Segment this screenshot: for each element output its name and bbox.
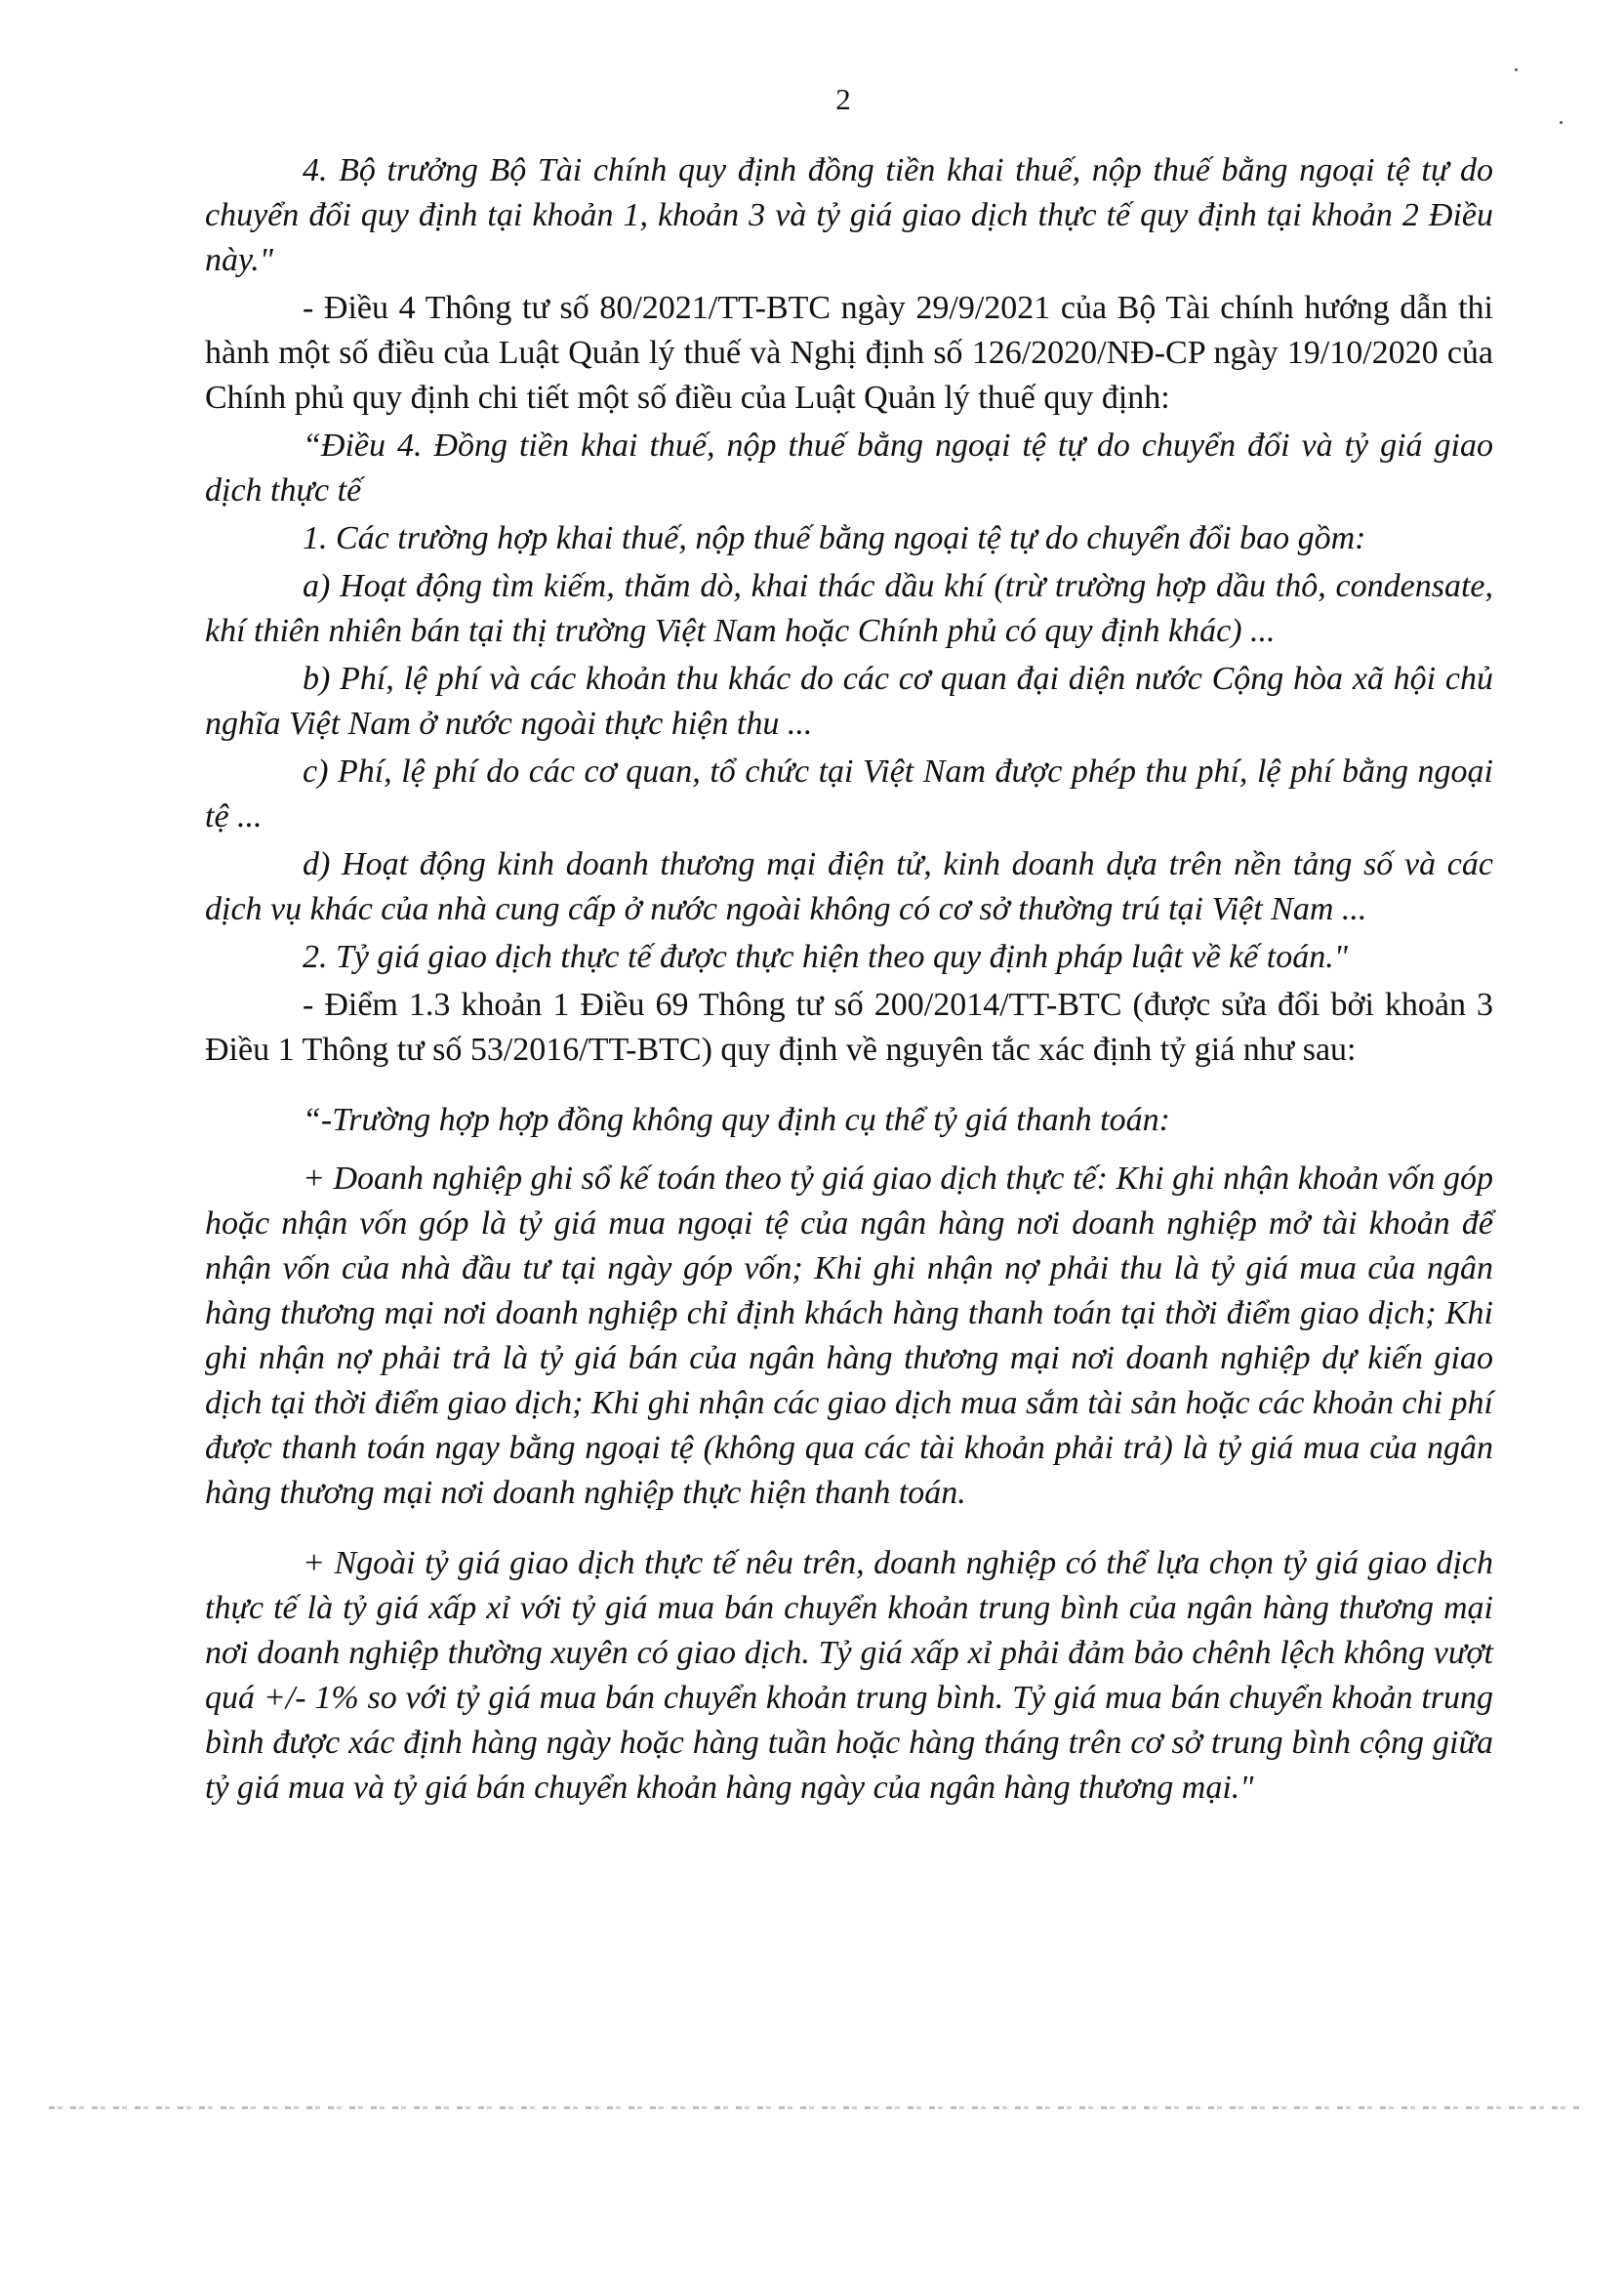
paragraph-circular-80-2021: - Điều 4 Thông tư số 80/2021/TT-BTC ngày 29/9/2021 của Bộ Tài chính hướng dẫn thi hành một số điều của Luật Quản lý thuế và Nghị định số 126/2020/NĐ-CP ngày 19/10/2020 của Chính phủ quy định chi tiết một số điều của Luật Quản lý thuế quy định: [205, 290, 1493, 416]
item-d: d) Hoạt động kinh doanh thương mại điện tử, kinh doanh dựa trên nền tảng số và các dịch vụ khác của nhà cung cấp ở nước ngoài không có cơ sở thường trú tại Việt Nam ... [205, 846, 1493, 927]
scan-artifact-line [49, 2106, 1581, 2109]
paragraph-circular-200-2014: - Điểm 1.3 khoản 1 Điều 69 Thông tư số 200/2014/TT-BTC (được sửa đổi bởi khoản 3 Điều 1 Thông tư số 53/2016/TT-BTC) quy định về nguyên tắc xác định tỷ giá như sau: [205, 987, 1493, 1068]
quote-bookkeeping-rate: + Doanh nghiệp ghi sổ kế toán theo tỷ giá giao dịch thực tế: Khi ghi nhận khoản vốn góp hoặc nhận vốn góp là tỷ giá mua ngoại tệ của ngân hàng nơi doanh nghiệp mở tài khoản để nhận vốn của nhà đầu tư tại ngày góp vốn; Khi ghi nhận nợ phải thu là tỷ giá mua của ngân hàng thương mại nơi doanh nghiệp chỉ định khách hàng thanh toán tại thời điểm giao dịch; Khi ghi nhận nợ phải trả là tỷ giá bán của ngân hàng thương mại nơi doanh nghiệp dự kiến giao dịch tại thời điểm giao dịch; Khi ghi nhận các giao dịch mua sắm tài sản hoặc các khoản chi phí được thanh toán ngay bằng ngoại tệ (không qua các tài khoản phải trả) là tỷ giá mua của ngân hàng thương mại nơi doanh nghiệp thực hiện thanh toán. [205, 1161, 1493, 1511]
scan-speck [1515, 68, 1518, 71]
page-number: 2 [835, 82, 851, 116]
item-b: b) Phí, lệ phí và các khoản thu khác do các cơ quan đại diện nước Cộng hòa xã hội chủ nghĩa Việt Nam ở nước ngoài thực hiện thu ... [205, 661, 1493, 742]
quote-approximate-rate: + Ngoài tỷ giá giao dịch thực tế nêu trên, doanh nghiệp có thể lựa chọn tỷ giá giao dịch thực tế là tỷ giá xấp xỉ với tỷ giá mua bán chuyển khoản trung bình của ngân hàng thương mại nơi doanh nghiệp thường xuyên có giao dịch. Tỷ giá xấp xỉ phải đảm bảo chênh lệch không vượt quá +/- 1% so với tỷ giá mua bán chuyển khoản trung bình. Tỷ giá mua bán chuyển khoản trung bình được xác định hàng ngày hoặc hàng tuần hoặc hàng tháng trên cơ sở trung bình cộng giữa tỷ giá mua và tỷ giá bán chuyển khoản hàng ngày của ngân hàng thương mại." [205, 1545, 1493, 1806]
clause-1: 1. Các trường hợp khai thuế, nộp thuế bằng ngoại tệ tự do chuyển đổi bao gồm: [303, 520, 1366, 556]
document-body [205, 148, 1493, 1811]
scan-speck [1560, 121, 1563, 124]
quote-clause-4: 4. Bộ trưởng Bộ Tài chính quy định đồng tiền khai thuế, nộp thuế bằng ngoại tệ tự do chuyển đổi quy định tại khoản 1, khoản 3 và tỷ giá giao dịch thực tế quy định tại khoản 2 Điều này." [205, 152, 1493, 278]
quote-contract-case: “-Trường hợp hợp đồng không quy định cụ thể tỷ giá thanh toán: [303, 1102, 1170, 1138]
article-4-heading: “Điều 4. Đồng tiền khai thuế, nộp thuế bằng ngoại tệ tự do chuyển đổi và tỷ giá giao dịch thực tế [205, 428, 1493, 509]
item-a: a) Hoạt động tìm kiếm, thăm dò, khai thác dầu khí (trừ trường hợp dầu thô, condensate, khí thiên nhiên bán tại thị trường Việt Nam hoặc Chính phủ có quy định khác) ... [205, 568, 1493, 649]
clause-2: 2. Tỷ giá giao dịch thực tế được thực hiện theo quy định pháp luật về kế toán." [303, 939, 1348, 975]
item-c: c) Phí, lệ phí do các cơ quan, tổ chức tại Việt Nam được phép thu phí, lệ phí bằng ngoại tệ ... [205, 754, 1493, 835]
